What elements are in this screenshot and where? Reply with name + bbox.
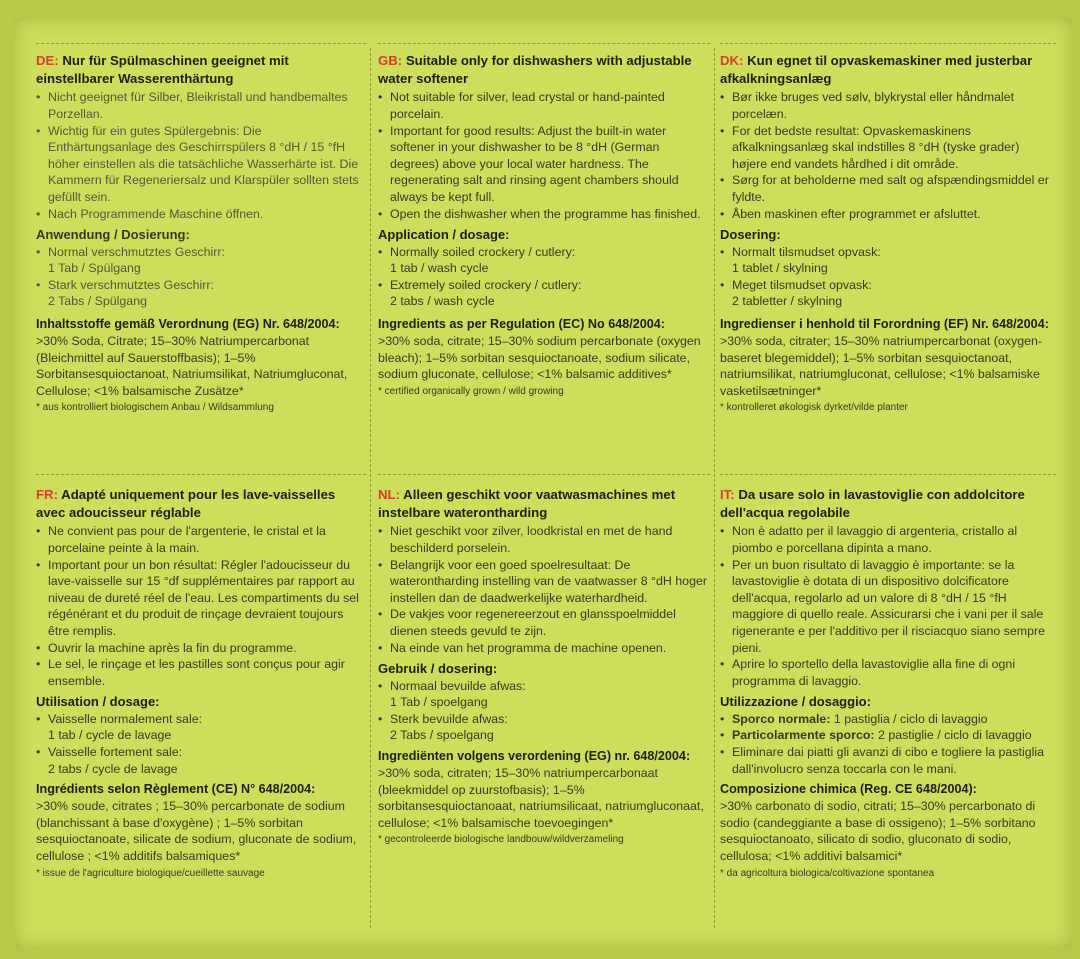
- usage-list: [720, 711, 1056, 777]
- list-item: • De vakjes voor regenereerzout en glansspoelmiddel dienen steeds gevuld te zijn.: [378, 606, 710, 639]
- list-item: • Important for good results: Adjust the built-in water softener in your dishwasher to be 8 °dH (German degrees) above your local water hardness. The regenerating salt and rinsing agent chambers should always be kept full.: [378, 123, 710, 206]
- usage-label: Extremely soiled crockery / cutlery:: [390, 277, 582, 292]
- list-item: • Not suitable for silver, lead crystal or hand-painted porcelain.: [378, 89, 710, 122]
- usage-label: Sporco normale:: [732, 711, 831, 726]
- list-item: • Niet geschikt voor zilver, loodkristal en met de hand beschilderd porselein.: [378, 523, 710, 556]
- section-title: [36, 52, 366, 87]
- usage-heading: Anwendung / Dosierung:: [36, 227, 190, 243]
- usage-value: 1 tablet / skylning: [732, 261, 828, 276]
- warning-list: [720, 89, 1056, 222]
- list-item: • For det bedste resultat: Opvaskemaskinens afkalkningsanlæg skal indstilles 8 °dH (tyske grader) højere end vandets hårdhed i dit område.: [720, 123, 1056, 173]
- ingredients-heading: Ingrédients selon Règlement (CE) N° 648/2004:: [36, 782, 316, 797]
- section-title: [720, 486, 1056, 521]
- list-item: • Sørg for at beholderne med salt og afspændingsmiddel er fyldte.: [720, 172, 1056, 205]
- divider-vertical-1: [370, 48, 371, 928]
- ingredients-text: >30% soda, citrate; 15–30% sodium percarbonate (oxygen bleach); 1–5% sorbitan sesquioctanoate, sodium silicate, sodium gluconate, cellulose; <1% balsamic additives*: [378, 333, 701, 382]
- list-item: [36, 244, 366, 277]
- language-code: NL:: [378, 487, 400, 502]
- usage-label: Vaisselle normalement sale:: [48, 711, 203, 726]
- list-item: [378, 678, 710, 711]
- usage-value: 1 Tab / Spülgang: [48, 261, 141, 276]
- footnote: * kontrolleret økologisk dyrket/vilde planter: [720, 402, 908, 414]
- ingredients-text: >30% carbonato di sodio, citrati; 15–30% percarbonato di sodio (candeggiante a base di ossigeno); 1–5% sorbitano sesquioctanoato, silicato di sodio, gluconato di sodio, cellulosa; <1% additivi balsamici*: [720, 799, 1036, 864]
- title-text: Adapté uniquement pour les lave-vaisselles avec adoucisseur réglable: [36, 487, 336, 520]
- list-item: • Le sel, le rinçage et les pastilles sont conçus pour agir ensemble.: [36, 656, 366, 689]
- section-gb: [378, 52, 710, 398]
- section-fr: [36, 486, 366, 880]
- usage-label: Normaal bevuilde afwas:: [390, 678, 526, 693]
- ingredients-heading: Ingredienser i henhold til Forordning (EF) Nr. 648/2004:: [720, 317, 1049, 332]
- language-code: FR:: [36, 487, 58, 502]
- usage-label: Vaisselle fortement sale:: [48, 745, 183, 760]
- usage-label: Particolarmente sporco:: [732, 728, 875, 743]
- list-item: • Non è adatto per il lavaggio di argenteria, cristallo al piombo e porcellana dipinta a mano.: [720, 523, 1056, 556]
- section-title: [36, 486, 366, 521]
- warning-list: [36, 89, 366, 222]
- usage-label: Normally soiled crockery / cutlery:: [390, 244, 576, 259]
- section-title: [378, 486, 710, 521]
- usage-heading: Utilizzazione / dosaggio:: [720, 694, 871, 710]
- divider-top-gb: [378, 43, 710, 44]
- usage-list: [378, 678, 710, 744]
- usage-value: 2 tabs / wash cycle: [390, 294, 495, 309]
- ingredients-heading: Ingredients as per Regulation (EC) No 648/2004:: [378, 317, 665, 332]
- divider-vertical-2: [714, 48, 715, 928]
- usage-label: Normal verschmutztes Geschirr:: [48, 244, 225, 259]
- list-item: • Open the dishwasher when the programme has finished.: [378, 206, 710, 223]
- language-code: DK:: [720, 53, 744, 68]
- list-item: • Nicht geeignet für Silber, Bleikristall und handbemaltes Porzellan.: [36, 89, 366, 122]
- usage-value: 2 Tabs / Spülgang: [48, 294, 147, 309]
- language-code: DE:: [36, 53, 59, 68]
- section-nl: [378, 486, 710, 847]
- usage-heading: Application / dosage:: [378, 227, 510, 243]
- ingredients-text: >30% soda, citraten; 15–30% natriumpercarbonaat (bleekmiddel op zuurstofbasis); 1–5% sorbitansesquioctanoaat, natriumsilicaat, natriumgluconaat, cellulose; <1% balsamische toevoegingen*: [378, 765, 704, 830]
- title-text: Nur für Spülmaschinen geeignet mit einstellbarer Wasserenthärtung: [36, 53, 289, 86]
- list-item: [378, 244, 710, 277]
- usage-list: [36, 244, 366, 310]
- list-item: • Bør ikke bruges ved sølv, blykrystal eller håndmalet porcelæn.: [720, 89, 1056, 122]
- footnote: * da agricoltura biologica/coltivazione spontanea: [720, 867, 935, 879]
- list-item: [36, 711, 366, 744]
- language-code: GB:: [378, 53, 403, 68]
- usage-value: 1 pastiglia / ciclo di lavaggio: [833, 711, 988, 726]
- warning-list: [378, 523, 710, 656]
- list-item: • Na einde van het programma de machine openen.: [378, 640, 710, 657]
- usage-value: 2 pastiglie / ciclo di lavaggio: [878, 728, 1032, 743]
- list-item: • Belangrijk voor een goed spoelresultaat: De waterontharding instelling van de vaatwasser 8 °dH hoger instellen dan de daadwerkelijke waterhardheid.: [378, 557, 710, 607]
- footnote: * aus kontrolliert biologischem Anbau / Wildsammlung: [36, 402, 274, 414]
- section-dk: [720, 52, 1056, 415]
- usage-value: 1 tab / wash cycle: [390, 261, 489, 276]
- list-item: [720, 711, 1056, 728]
- divider-top-dk: [720, 43, 1056, 44]
- usage-value: 2 tabs / cycle de lavage: [48, 761, 178, 776]
- warning-list: [36, 523, 366, 689]
- list-item: • Ouvrir la machine après la fin du programme.: [36, 640, 366, 657]
- usage-list: [720, 244, 1056, 310]
- usage-label: Sterk bevuilde afwas:: [390, 711, 508, 726]
- usage-heading: Dosering:: [720, 227, 781, 243]
- list-item: [720, 727, 1056, 744]
- usage-value: 2 tabletter / skylning: [732, 294, 843, 309]
- list-item: [720, 277, 1056, 310]
- title-text: Da usare solo in lavastoviglie con addolcitore dell'acqua regolabile: [720, 487, 1025, 520]
- divider-top-de: [36, 43, 366, 44]
- warning-list: [720, 523, 1056, 689]
- footnote: * issue de l'agriculture biologique/cueillette sauvage: [36, 867, 265, 879]
- usage-list: [378, 244, 710, 310]
- list-item: • Wichtig für ein gutes Spülergebnis: Die Enthärtungsanlage des Geschirrspülers 8 °dH / 15 °fH höher einstellen als die tatsächliche Wasserhärte ist. Die Kammern für Regeneriersalz und Klarspüler sollten stets gefüllt sein.: [36, 123, 366, 206]
- usage-list: [36, 711, 366, 777]
- list-item: • Ne convient pas pour de l'argenterie, le cristal et la porcelaine peinte à la main.: [36, 523, 366, 556]
- footnote: * gecontroleerde biologische landbouw/wildverzameling: [378, 834, 624, 846]
- usage-value: 1 Tab / spoelgang: [390, 695, 488, 710]
- usage-label: Normalt tilsmudset opvask:: [732, 244, 881, 259]
- section-it: [720, 486, 1056, 880]
- list-item: [720, 244, 1056, 277]
- list-item: • Aprire lo sportello della lavastoviglie alla fine di ogni programma di lavaggio.: [720, 656, 1056, 689]
- ingredients-heading: Ingrediënten volgens verordening (EG) nr. 648/2004:: [378, 749, 691, 764]
- usage-label: Stark verschmutztes Geschirr:: [48, 277, 214, 292]
- section-title: [720, 52, 1056, 87]
- ingredients-text: >30% Soda, Citrate; 15–30% Natriumpercarbonat (Bleichmittel auf Sauerstoffbasis); 1–5% Sorbitansesquioctanoat, Natriumsilikat, Natriumgluconat, Cellulose; <1% balsamische Zusätze*: [36, 333, 348, 398]
- warning-list: [378, 89, 710, 222]
- section-title: [378, 52, 710, 87]
- title-text: Kun egnet til opvaskemaskiner med justerbar afkalkningsanlæg: [720, 53, 1033, 86]
- label-panel: [14, 18, 1072, 948]
- usage-heading: Utilisation / dosage:: [36, 694, 160, 710]
- usage-label: Meget tilsmudset opvask:: [732, 277, 872, 292]
- list-item: • Eliminare dai piatti gli avanzi di cibo e togliere la pastiglia dall'involucro senza toccarla con le mani.: [720, 744, 1056, 777]
- divider-mid-nl: [378, 474, 710, 475]
- divider-mid-it: [720, 474, 1056, 475]
- list-item: • Per un buon risultato di lavaggio è importante: se la lavastoviglie è dotata di un dispositivo dolcificatore dell'acqua, regolarlo ad un valore di 8 °dH / 15 °fH maggiore di quello reale. Assicurarsi che i vani per il sale rigenerante e per l'additivo per il risciacquo siano sempre pieni.: [720, 557, 1056, 657]
- usage-value: 2 Tabs / spoelgang: [390, 728, 494, 743]
- ingredients-heading: Inhaltsstoffe gemäß Verordnung (EG) Nr. 648/2004:: [36, 317, 340, 332]
- ingredients-text: >30% soda, citrater; 15–30% natriumpercarbonat (oxygen-baseret blegemiddel); 1–5% sorbitan sesquioctanoat, natriumsilikat, natriumgluconat, cellulose; <1% balsamiske vasketilsætninger*: [720, 333, 1042, 398]
- language-code: IT:: [720, 487, 735, 502]
- ingredients-heading: Composizione chimica (Reg. CE 648/2004):: [720, 782, 977, 797]
- usage-heading: Gebruik / dosering:: [378, 661, 498, 677]
- list-item: [378, 711, 710, 744]
- divider-mid-fr: [36, 474, 366, 475]
- title-text: Suitable only for dishwashers with adjustable water softener: [378, 53, 692, 86]
- list-item: • Nach Programmende Maschine öffnen.: [36, 206, 366, 223]
- section-de: [36, 52, 366, 415]
- title-text: Alleen geschikt voor vaatwasmachines met instelbare waterontharding: [378, 487, 676, 520]
- ingredients-text: >30% soude, citrates ; 15–30% percarbonate de sodium (blanchissant à base d'oxygène) ; 1–5% sorbitan sesquioctanoate, silicate de sodium, gluconate de sodium, cellulose ; <1% additifs balsamiques*: [36, 799, 357, 864]
- list-item: • Important pour un bon résultat: Régler l'adoucisseur du lave-vaisselle sur 15 °df supplémentaires par rapport au niveau de dureté réel de l'eau. Les compartiments du sel régénérant et du produit de rinçage devraient toujours être remplis.: [36, 557, 366, 640]
- usage-value: 1 tab / cycle de lavage: [48, 728, 172, 743]
- list-item: [36, 277, 366, 310]
- list-item: [36, 744, 366, 777]
- list-item: [378, 277, 710, 310]
- footnote: * certified organically grown / wild growing: [378, 385, 564, 397]
- list-item: • Åben maskinen efter programmet er afsluttet.: [720, 206, 1056, 223]
